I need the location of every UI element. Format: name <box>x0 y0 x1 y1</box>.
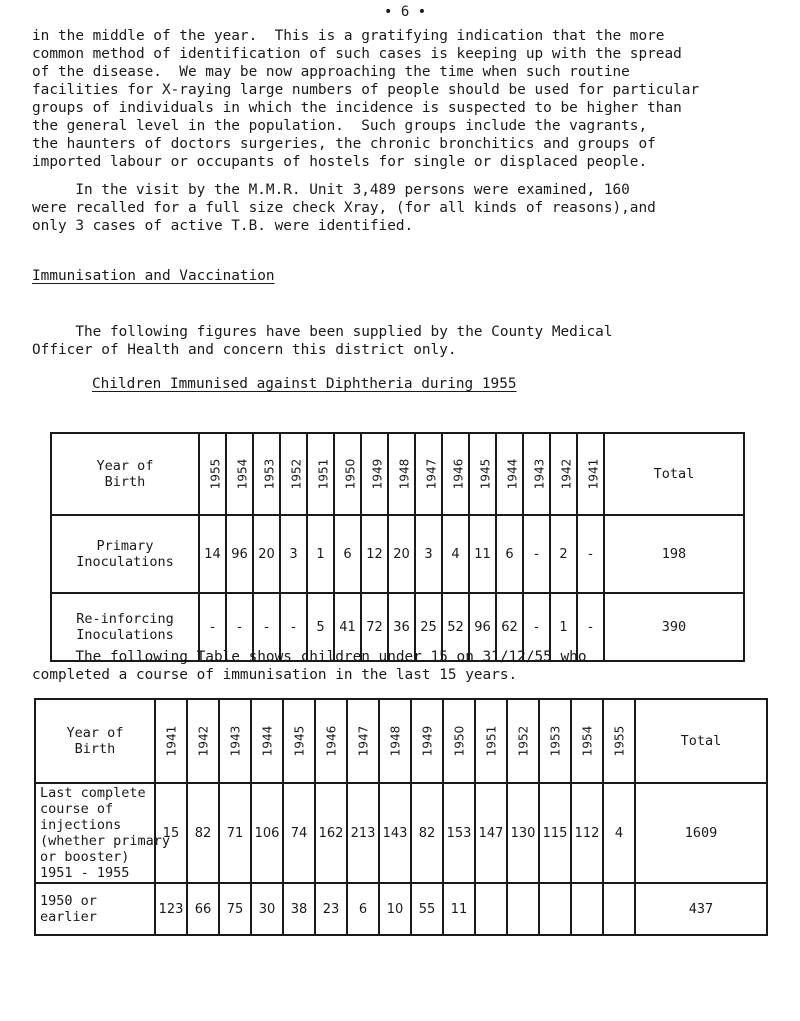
table-cell: 36 <box>388 593 415 661</box>
table-cell: - <box>523 515 550 593</box>
year-header: 1946 <box>442 433 469 515</box>
total-header: Total <box>604 433 744 515</box>
table-cell: 20 <box>388 515 415 593</box>
year-header: 1950 <box>334 433 361 515</box>
table-cell: 4 <box>442 515 469 593</box>
table-cell: 15 <box>155 783 187 883</box>
table-cell: 112 <box>571 783 603 883</box>
table-cell: 30 <box>251 883 283 935</box>
table-cell: - <box>577 593 604 661</box>
table-cell: 96 <box>469 593 496 661</box>
year-header: 1947 <box>347 699 379 783</box>
row-total: 390 <box>604 593 744 661</box>
table-cell: 106 <box>251 783 283 883</box>
table-cell: 153 <box>443 783 475 883</box>
row-total: 1609 <box>635 783 767 883</box>
table-cell: 6 <box>347 883 379 935</box>
table-cell: 96 <box>226 515 253 593</box>
row-label-reinforcing: Re-inforcing Inoculations <box>51 593 199 661</box>
year-header: 1952 <box>507 699 539 783</box>
year-header: 1942 <box>550 433 577 515</box>
year-header: 1950 <box>443 699 475 783</box>
table-cell: 5 <box>307 593 334 661</box>
table-cell: 2 <box>550 515 577 593</box>
row-total: 437 <box>635 883 767 935</box>
table-cell: 14 <box>199 515 226 593</box>
table-row <box>35 783 767 883</box>
table-row <box>51 515 744 593</box>
year-of-birth-header: Year of Birth <box>35 699 155 783</box>
row-label-last-complete-course: Last complete course of injections (whether primary or booster) 1951 - 1955 <box>35 783 155 883</box>
year-header: 1954 <box>226 433 253 515</box>
year-header: 1951 <box>475 699 507 783</box>
table-row <box>35 883 767 935</box>
table-cell: 25 <box>415 593 442 661</box>
year-header: 1944 <box>496 433 523 515</box>
table-cell: 147 <box>475 783 507 883</box>
table-cell: 55 <box>411 883 443 935</box>
paragraph-intro: The following figures have been supplied by the County Medical Officer of Health and concern this district only. <box>32 324 613 358</box>
table-header-row <box>35 699 767 783</box>
table-cell: 38 <box>283 883 315 935</box>
table-cell <box>475 883 507 935</box>
table-cell: - <box>199 593 226 661</box>
year-header: 1941 <box>577 433 604 515</box>
table-cell: - <box>280 593 307 661</box>
year-header: 1945 <box>283 699 315 783</box>
page-number-mark: • 6 • <box>384 4 427 20</box>
year-header: 1951 <box>307 433 334 515</box>
table-cell: 3 <box>280 515 307 593</box>
table-cell: - <box>577 515 604 593</box>
table-cell <box>603 883 635 935</box>
year-header: 1955 <box>603 699 635 783</box>
table-cell: 82 <box>411 783 443 883</box>
table-cell: 162 <box>315 783 347 883</box>
table-cell: 123 <box>155 883 187 935</box>
table-cell: 41 <box>334 593 361 661</box>
year-header: 1953 <box>539 699 571 783</box>
immunisation-course-table <box>34 698 768 936</box>
paragraph-tb-screening: in the middle of the year. This is a gratifying indication that the more common method of identification of such cases is keeping up with the spread of the disease. We may be now approaching the time when such routine facilities for X-raying large numbers of people should be used for particular groups of individuals in which the incidence is suspected to be higher than the general level in the population. Such groups include the vagrants, the haunters of doctors surgeries, the chronic bronchitics and groups of imported labour or occupants of hostels for single or displaced people. <box>32 28 700 170</box>
table-cell <box>507 883 539 935</box>
table-cell <box>539 883 571 935</box>
table-cell: 1 <box>307 515 334 593</box>
table-cell: 75 <box>219 883 251 935</box>
year-header: 1954 <box>571 699 603 783</box>
table-cell: 11 <box>469 515 496 593</box>
table-cell: 4 <box>603 783 635 883</box>
year-header: 1945 <box>469 433 496 515</box>
table1-caption: Children Immunised against Diphtheria during 1955 <box>92 376 517 392</box>
table-cell: 115 <box>539 783 571 883</box>
table-cell: 1 <box>550 593 577 661</box>
row-total: 198 <box>604 515 744 593</box>
year-of-birth-header: Year of Birth <box>51 433 199 515</box>
table-cell: 66 <box>187 883 219 935</box>
table-header-row <box>51 433 744 515</box>
year-header: 1955 <box>199 433 226 515</box>
table-cell: - <box>253 593 280 661</box>
paragraph-mmr-visit: In the visit by the M.M.R. Unit 3,489 persons were examined, 160 were recalled for a full size check Xray, (for all kinds of reasons),and only 3 cases of active T.B. were identified. <box>32 182 656 234</box>
table-cell: 6 <box>496 515 523 593</box>
table-cell: 52 <box>442 593 469 661</box>
table-cell: 213 <box>347 783 379 883</box>
row-label-1950-or-earlier: 1950 or earlier <box>35 883 155 935</box>
year-header: 1943 <box>219 699 251 783</box>
table-cell: 23 <box>315 883 347 935</box>
table-cell: - <box>523 593 550 661</box>
year-header: 1948 <box>379 699 411 783</box>
table-cell: 20 <box>253 515 280 593</box>
year-header: 1949 <box>361 433 388 515</box>
year-header: 1946 <box>315 699 347 783</box>
table-cell: 12 <box>361 515 388 593</box>
year-header: 1948 <box>388 433 415 515</box>
section-heading: Immunisation and Vaccination <box>32 268 275 284</box>
year-header: 1942 <box>187 699 219 783</box>
table-cell: 10 <box>379 883 411 935</box>
table-cell: 3 <box>415 515 442 593</box>
table-cell <box>571 883 603 935</box>
table-cell: - <box>226 593 253 661</box>
year-header: 1952 <box>280 433 307 515</box>
year-header: 1953 <box>253 433 280 515</box>
table-cell: 72 <box>361 593 388 661</box>
table-cell: 82 <box>187 783 219 883</box>
table-cell: 11 <box>443 883 475 935</box>
table-cell: 143 <box>379 783 411 883</box>
diphtheria-table <box>50 432 745 662</box>
row-label-primary: Primary Inoculations <box>51 515 199 593</box>
paragraph-table2-intro: The following Table shows children under 15 on 31/12/55 who completed a course of immunisation in the last 15 years. <box>32 649 587 683</box>
table-cell: 71 <box>219 783 251 883</box>
year-header: 1947 <box>415 433 442 515</box>
year-header: 1949 <box>411 699 443 783</box>
table-cell: 130 <box>507 783 539 883</box>
table-cell: 6 <box>334 515 361 593</box>
year-header: 1944 <box>251 699 283 783</box>
table-cell: 74 <box>283 783 315 883</box>
year-header: 1941 <box>155 699 187 783</box>
total-header: Total <box>635 699 767 783</box>
table-cell: 62 <box>496 593 523 661</box>
year-header: 1943 <box>523 433 550 515</box>
